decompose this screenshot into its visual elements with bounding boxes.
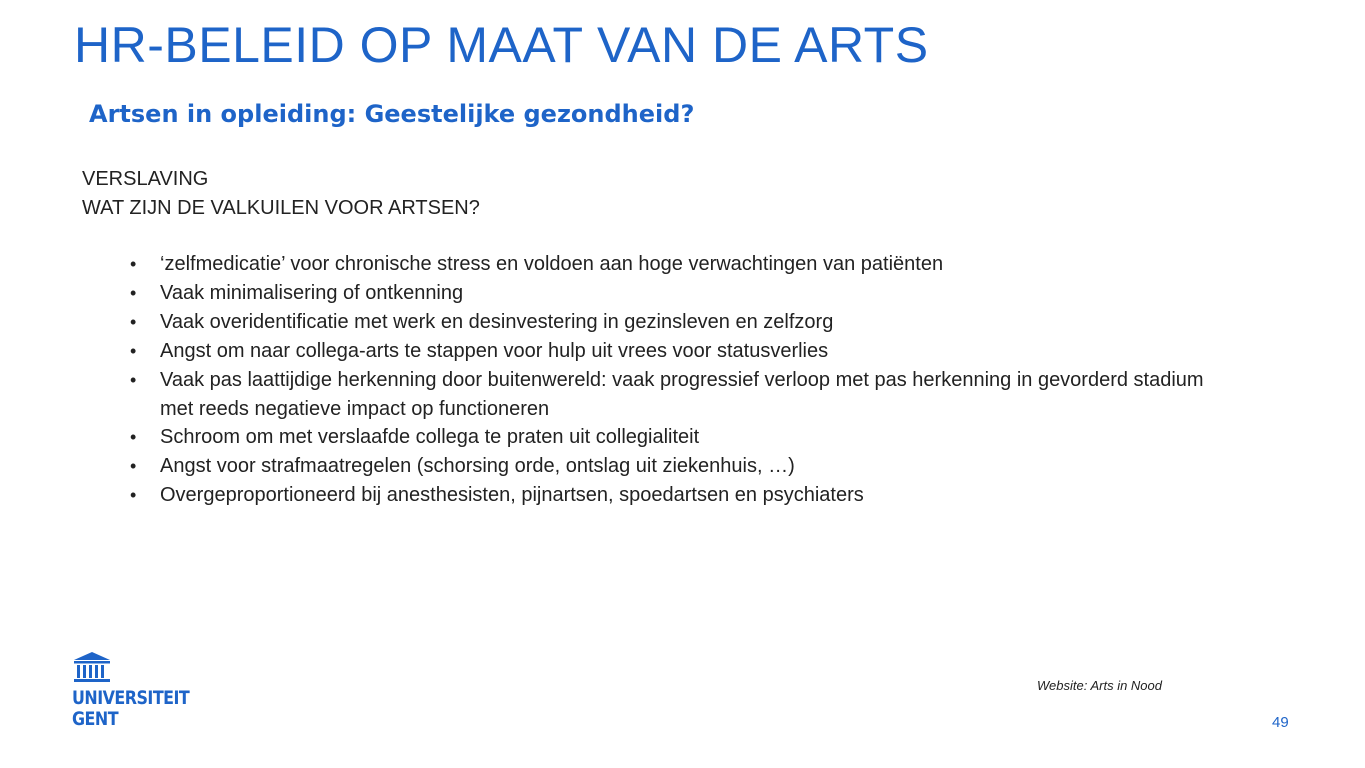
bullet-item [130, 337, 1220, 366]
section-heading-valkuilen: WAT ZIJN DE VALKUILEN VOOR ARTSEN? [82, 197, 480, 219]
source-note: Website: Arts in Nood [1037, 678, 1162, 693]
bullet-item [130, 279, 1220, 308]
slide-title: HR-BELEID OP MAAT VAN DE ARTS [74, 17, 929, 73]
bullet-item [130, 250, 1220, 279]
bullet-marker: • [130, 282, 137, 303]
logo-line-2: GENT [72, 709, 119, 730]
bullet-item [130, 308, 1220, 337]
bullet-item [130, 452, 1220, 481]
page-number: 49 [1272, 714, 1289, 731]
bullet-text: Angst voor strafmaatregelen (schorsing orde, ontslag uit ziekenhuis, …) [160, 455, 795, 478]
bullet-text: Angst om naar collega-arts te stappen voor hulp uit vrees voor statusverlies [160, 339, 829, 362]
bullet-text: Vaak pas laattijdige herkenning door buitenwereld: vaak progressief verloop met pas herkenning in gevorderd stadium met reeds negatieve impact op functioneren [160, 368, 1204, 420]
bullet-marker: • [130, 369, 137, 390]
bullet-list [130, 250, 1220, 510]
bullet-marker: • [130, 485, 137, 506]
bullet-text: Vaak minimalisering of ontkenning [160, 281, 464, 304]
bullet-text: ‘zelfmedicatie’ voor chronische stress en voldoen aan hoge verwachtingen van patiënten [160, 253, 944, 275]
bullet-marker: • [130, 456, 137, 477]
bullet-item [130, 423, 1220, 452]
section-heading-verslaving: VERSLAVING [82, 168, 209, 190]
bullet-marker: • [130, 340, 137, 361]
bullet-marker: • [130, 311, 137, 332]
bullet-item [130, 366, 1220, 424]
bullet-text: Schroom om met verslaafde collega te praten uit collegialiteit [160, 426, 700, 449]
bullet-item [130, 481, 1220, 510]
bullet-text: Vaak overidentificatie met werk en desinvestering in gezinsleven en zelfzorg [160, 310, 834, 333]
bullet-marker: • [130, 254, 137, 274]
university-building-icon [72, 650, 112, 686]
university-logo [72, 650, 190, 734]
bullet-marker: • [130, 427, 137, 448]
bullet-text: Overgeproportioneerd bij anesthesisten, pijnartsen, spoedartsen en psychiaters [160, 484, 864, 507]
slide-subtitle: Artsen in opleiding: Geestelijke gezondheid? [89, 100, 695, 128]
logo-line-1: UNIVERSITEIT [72, 688, 190, 709]
university-logo-text [72, 688, 189, 730]
